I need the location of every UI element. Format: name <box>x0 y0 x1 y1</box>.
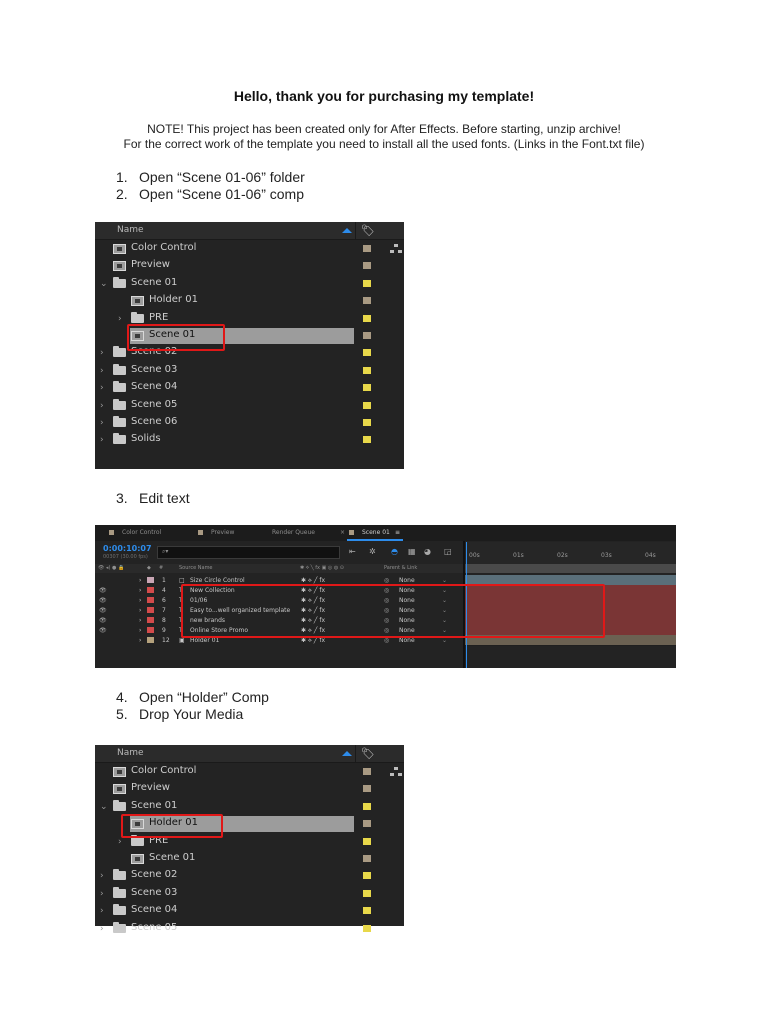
twirl-icon[interactable]: › <box>100 348 104 359</box>
label-color-swatch[interactable] <box>363 820 371 827</box>
layer-number-header: # <box>159 565 164 571</box>
project-folder-row[interactable] <box>95 362 404 379</box>
pick-whip-icon[interactable]: ◎ <box>384 636 390 644</box>
parent-dropdown-icon[interactable]: ⌄ <box>442 616 448 624</box>
layer-switches: ✱ ⟡ ╱ fx <box>301 616 325 624</box>
step-2: 2. Open “Scene 01-06” comp <box>116 186 304 202</box>
project-folder-row[interactable] <box>95 414 404 431</box>
name-column-header[interactable]: Name <box>117 225 144 235</box>
parent-dropdown-icon[interactable]: ⌄ <box>442 626 448 634</box>
label-color-swatch[interactable] <box>363 925 371 932</box>
composition-marker-icon[interactable]: ⇤ <box>349 547 356 556</box>
project-folder-row[interactable] <box>95 920 404 937</box>
folder-icon <box>113 279 126 288</box>
folder-icon <box>113 802 126 811</box>
tab-menu-icon[interactable]: ≡ <box>395 529 401 536</box>
folder-icon <box>113 871 126 880</box>
twirl-icon[interactable]: › <box>100 400 104 411</box>
current-timecode[interactable]: 0:00:10:07 <box>103 544 152 553</box>
layer-number: 7 <box>162 606 166 614</box>
parent-dropdown-icon[interactable]: ⌄ <box>442 606 448 614</box>
project-folder-row[interactable] <box>95 902 404 919</box>
composition-icon <box>131 296 144 306</box>
ruler-tick-label: 02s <box>557 552 568 559</box>
step-4: 4. Open “Holder” Comp <box>116 689 269 705</box>
frame-blending-icon[interactable]: ▦ <box>408 547 416 556</box>
label-tag-icon[interactable]: 🏷 <box>361 224 375 237</box>
project-folder-row[interactable] <box>95 431 404 448</box>
layer-twirl-icon[interactable]: › <box>139 626 142 634</box>
project-item-label: Color Control <box>131 242 197 253</box>
tab-preview[interactable]: Preview <box>198 529 234 536</box>
layer-twirl-icon[interactable]: › <box>139 606 142 614</box>
label-color-swatch[interactable] <box>363 436 371 443</box>
project-item-label: Scene 03 <box>131 886 178 898</box>
composition-icon <box>131 854 144 864</box>
folder-icon <box>113 366 126 375</box>
label-color-swatch[interactable] <box>363 332 371 339</box>
graph-editor-icon[interactable]: ◲ <box>444 547 452 556</box>
label-color-swatch[interactable] <box>363 872 371 879</box>
project-item-label: Scene 01 <box>149 851 196 863</box>
layer-twirl-icon[interactable]: › <box>139 636 142 644</box>
layer-number: 8 <box>162 616 166 624</box>
label-tag-icon[interactable]: 🏷 <box>361 747 375 760</box>
ruler-tick-label: 03s <box>601 552 612 559</box>
parent-value[interactable]: None <box>399 616 415 624</box>
twirl-icon[interactable]: ⌄ <box>100 801 108 812</box>
layer-twirl-icon[interactable]: › <box>139 596 142 604</box>
twirl-icon[interactable]: › <box>100 417 104 428</box>
project-item-label: Color Control <box>131 765 197 776</box>
time-ruler[interactable] <box>465 542 676 564</box>
parent-value[interactable]: None <box>399 626 415 634</box>
project-comp-row[interactable] <box>95 292 404 309</box>
layer-name: Online Store Promo <box>190 626 249 634</box>
label-color-swatch[interactable] <box>363 768 371 775</box>
tab-render-queue[interactable]: Render Queue <box>272 529 315 536</box>
label-color-swatch[interactable] <box>363 367 371 374</box>
layer-column-headers <box>95 564 465 573</box>
label-color-swatch[interactable] <box>363 262 371 269</box>
layer-number: 1 <box>162 576 166 584</box>
folder-icon <box>113 435 126 444</box>
project-item-label: Scene 04 <box>131 904 178 916</box>
twirl-icon[interactable]: › <box>100 888 104 899</box>
layer-switches: ✱ ⟡ ╱ fx <box>301 576 325 584</box>
switches-header: ✱ ⟡ ╲ fx ▣ ◎ ◍ ⊙ <box>300 565 344 571</box>
project-comp-row[interactable] <box>95 763 404 780</box>
pick-whip-icon[interactable]: ◎ <box>384 606 390 614</box>
draft-3d-icon[interactable]: ✲ <box>369 547 376 556</box>
layer-type-icon[interactable]: T <box>179 586 183 594</box>
twirl-icon[interactable]: › <box>118 313 122 324</box>
layer-label-color <box>147 637 154 643</box>
layer-label-color <box>147 607 154 613</box>
project-item-label: Scene 02 <box>131 346 178 358</box>
tab-scene-01[interactable]: Scene 01 <box>349 529 390 536</box>
layer-type-icon[interactable]: □ <box>179 576 185 584</box>
twirl-icon[interactable]: › <box>100 906 104 917</box>
step-5: 5. Drop Your Media <box>116 706 244 722</box>
composition-icon <box>113 784 126 794</box>
parent-link-header: Parent & Link <box>384 565 418 571</box>
layer-search-input[interactable] <box>157 546 340 559</box>
project-folder-row[interactable] <box>95 379 404 396</box>
project-item-label: Scene 05 <box>131 398 178 410</box>
twirl-icon[interactable]: › <box>118 836 122 847</box>
folder-icon <box>113 383 126 392</box>
ruler-tick-label: 01s <box>513 552 524 559</box>
project-item-label: Solids <box>131 433 161 445</box>
folder-icon <box>113 348 126 357</box>
project-folder-row[interactable] <box>95 397 404 414</box>
twirl-icon[interactable]: › <box>100 383 104 394</box>
name-column-header[interactable]: Name <box>117 748 144 758</box>
twirl-icon[interactable]: › <box>100 871 104 882</box>
layer-type-icon[interactable]: T <box>179 616 183 624</box>
project-comp-row[interactable] <box>95 240 404 257</box>
pick-whip-icon[interactable]: ◎ <box>384 626 390 634</box>
step-3: 3. Edit text <box>116 490 190 506</box>
highlight-box <box>181 584 605 638</box>
layer-switches: ✱ ⟡ ╱ fx <box>301 626 325 634</box>
project-folder-row[interactable] <box>95 275 404 292</box>
layer-twirl-icon[interactable]: › <box>139 576 142 584</box>
folder-icon <box>113 418 126 427</box>
layer-number: 4 <box>162 586 166 594</box>
project-item-label: Scene 02 <box>131 869 178 881</box>
layer-label-color <box>147 577 154 583</box>
project-item-label: Scene 01 <box>131 799 178 811</box>
layer-switches: ✱ ⟡ ╱ fx <box>301 606 325 614</box>
highlight-box <box>127 324 225 351</box>
label-column-icon: ◆ <box>147 565 151 571</box>
layer-name: new brands <box>190 616 225 624</box>
layer-number: 9 <box>162 626 166 634</box>
layer-type-icon[interactable]: T <box>179 626 183 634</box>
parent-dropdown-icon[interactable]: ⌄ <box>442 636 448 644</box>
layer-twirl-icon[interactable]: › <box>139 586 142 594</box>
project-folder-row[interactable] <box>95 867 404 884</box>
tab-close-icon[interactable]: × <box>340 529 346 536</box>
visibility-eye-icon[interactable]: 👁 <box>99 596 107 604</box>
ruler-tick-label: 00s <box>469 552 480 559</box>
layer-type-icon[interactable]: T <box>179 596 183 604</box>
project-item-label: Scene 03 <box>131 363 178 375</box>
layer-number: 12 <box>162 636 170 644</box>
layer-switches: ✱ ⟡ ╱ fx <box>301 636 325 644</box>
project-item-label: Scene 01 <box>149 328 196 340</box>
label-color-swatch[interactable] <box>363 890 371 897</box>
twirl-icon[interactable]: › <box>100 365 104 376</box>
label-color-swatch[interactable] <box>363 349 371 356</box>
layer-switches: ✱ ⟡ ╱ fx <box>301 596 325 604</box>
av-features-icons: 👁 ◂) ● 🔒 <box>98 565 125 571</box>
parent-dropdown-icon[interactable]: ⌄ <box>442 596 448 604</box>
project-items-list <box>95 763 404 937</box>
layer-number: 6 <box>162 596 166 604</box>
layer-type-icon[interactable]: T <box>179 606 183 614</box>
twirl-icon[interactable]: › <box>100 435 104 446</box>
label-color-swatch[interactable] <box>363 245 371 252</box>
label-color-swatch[interactable] <box>363 855 371 862</box>
tab-color-control[interactable]: Color Control <box>109 529 161 536</box>
parent-value[interactable]: None <box>399 596 415 604</box>
project-item-label: Preview <box>131 782 170 794</box>
project-item-label: Scene 06 <box>131 415 178 427</box>
composition-icon <box>113 244 126 254</box>
project-item-label: Scene 04 <box>131 381 178 393</box>
pick-whip-icon[interactable]: ◎ <box>384 576 390 584</box>
layer-twirl-icon[interactable]: › <box>139 616 142 624</box>
label-color-swatch[interactable] <box>363 297 371 304</box>
search-icon: ⌕▾ <box>162 548 169 555</box>
step-1: 1. Open “Scene 01-06” folder <box>116 169 305 185</box>
label-color-swatch[interactable] <box>363 315 371 322</box>
project-panel-header <box>95 222 404 240</box>
folder-icon <box>113 924 126 933</box>
highlight-box <box>121 814 223 838</box>
project-comp-row[interactable] <box>95 257 404 274</box>
visibility-eye-icon[interactable]: 👁 <box>99 616 107 624</box>
label-color-swatch[interactable] <box>363 803 371 810</box>
pick-whip-icon[interactable]: ◎ <box>384 616 390 624</box>
tab-color-chip <box>349 530 354 535</box>
source-name-header[interactable]: Source Name <box>179 565 213 571</box>
label-color-swatch[interactable] <box>363 907 371 914</box>
project-folder-row[interactable] <box>95 798 404 815</box>
note-line-2: For the correct work of the template you need to install all the used fonts. (Links in the Font.txt file) <box>123 137 645 151</box>
parent-value[interactable]: None <box>399 586 415 594</box>
project-item-label: Holder 01 <box>149 817 198 829</box>
layer-name: New Collection <box>190 586 235 594</box>
project-item-label: Holder 01 <box>149 294 198 306</box>
project-panel-header <box>95 745 404 763</box>
page-title: Hello, thank you for purchasing my template! <box>233 88 535 104</box>
visibility-eye-icon[interactable]: 👁 <box>99 626 107 634</box>
project-folder-row[interactable] <box>95 885 404 902</box>
layer-switches: ✱ ⟡ ╱ fx <box>301 586 325 594</box>
layer-name: Easy to...well organized template <box>190 606 291 614</box>
flowchart-icon[interactable] <box>390 244 402 254</box>
layer-label-color <box>147 627 154 633</box>
pick-whip-icon[interactable]: ◎ <box>384 596 390 604</box>
layer-label-color <box>147 597 154 603</box>
label-color-swatch[interactable] <box>363 280 371 287</box>
parent-value[interactable]: None <box>399 576 415 584</box>
layer-name: Size Circle Control <box>190 576 245 584</box>
layer-label-color <box>147 587 154 593</box>
parent-dropdown-icon[interactable]: ⌄ <box>442 576 448 584</box>
layer-label-color <box>147 617 154 623</box>
motion-blur-icon[interactable]: ◕ <box>424 547 431 556</box>
twirl-icon[interactable]: ⌄ <box>100 278 108 289</box>
project-item-label: PRE <box>149 834 169 846</box>
label-color-swatch[interactable] <box>363 785 371 792</box>
project-item-label: Scene 05 <box>131 921 178 933</box>
label-color-swatch[interactable] <box>363 838 371 845</box>
twirl-icon[interactable]: › <box>100 923 104 934</box>
layer-name: Holder 01 <box>190 636 220 644</box>
composition-icon <box>113 261 126 271</box>
label-color-swatch[interactable] <box>363 402 371 409</box>
work-area-bar[interactable] <box>465 564 676 573</box>
project-item-label: Preview <box>131 259 170 271</box>
parent-value[interactable]: None <box>399 606 415 614</box>
composition-icon <box>113 767 126 777</box>
active-tab-indicator <box>347 539 403 541</box>
project-comp-row[interactable] <box>95 850 404 867</box>
layer-type-icon[interactable]: ▣ <box>179 636 185 644</box>
visibility-eye-icon[interactable]: 👁 <box>99 586 107 594</box>
project-item-label: PRE <box>149 311 169 323</box>
tab-color-chip <box>198 530 203 535</box>
ruler-tick-label: 04s <box>645 552 656 559</box>
frame-info: 00307 (30.00 fps) <box>103 554 148 560</box>
parent-value[interactable]: None <box>399 636 415 644</box>
sort-ascending-icon[interactable] <box>342 228 352 233</box>
sort-ascending-icon[interactable] <box>342 751 352 756</box>
parent-dropdown-icon[interactable]: ⌄ <box>442 586 448 594</box>
folder-icon <box>113 906 126 915</box>
label-color-swatch[interactable] <box>363 384 371 391</box>
pick-whip-icon[interactable]: ◎ <box>384 586 390 594</box>
shy-layers-icon[interactable]: ◓ <box>391 547 398 556</box>
folder-icon <box>113 401 126 410</box>
folder-icon <box>113 889 126 898</box>
project-item-label: Scene 01 <box>131 276 178 288</box>
note-line-1: NOTE! This project has been created only for After Effects. Before starting, unzip archive! <box>147 122 621 136</box>
visibility-eye-icon[interactable]: 👁 <box>99 606 107 614</box>
project-comp-row[interactable] <box>95 780 404 797</box>
label-color-swatch[interactable] <box>363 419 371 426</box>
column-divider <box>355 222 356 239</box>
column-divider <box>355 745 356 762</box>
folder-icon <box>131 314 144 323</box>
layer-name: 01/06 <box>190 596 208 604</box>
flowchart-icon[interactable] <box>390 767 402 777</box>
tab-color-chip <box>109 530 114 535</box>
